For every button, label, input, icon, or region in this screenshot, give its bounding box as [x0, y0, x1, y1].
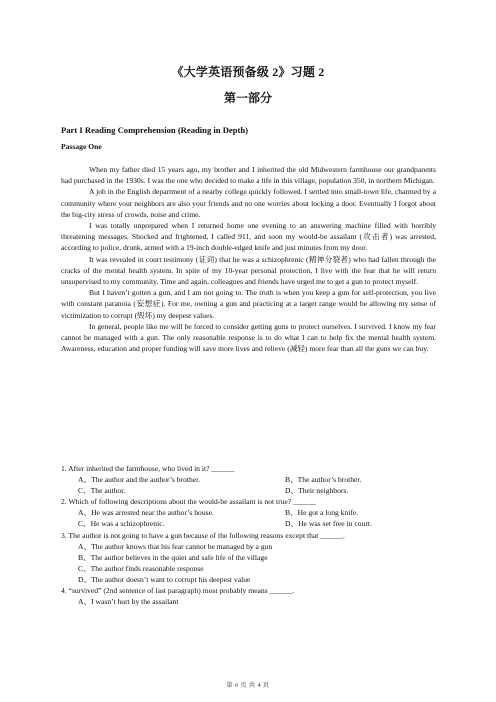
option-a: A、He was arrested near the author’s house. [78, 508, 214, 518]
option-b: B、The author’s brother. [285, 475, 362, 485]
option-d: D、Their neighbors. [285, 486, 349, 496]
option-row [61, 541, 436, 552]
paragraph: It was revealed in court testimony (证词) that he was a schizophrenic (精神分裂者) who had fallen through the cracks of the mental health system. In spite of my 10-year personal protection, I live with the fear that he will return unsupervised to my community. Time and again, colleagues and friends have urged me to get a gun to protect myself. [61, 254, 436, 287]
option-a: A、I wasn’t hurt by the assailant [78, 597, 179, 607]
question-3 [61, 530, 436, 585]
option-row [61, 474, 436, 485]
question-stem: 1. After inherited the farmhouse, who lived in it? ______ [61, 464, 235, 473]
question-stem: 2. Which of following descriptions about the would-be assailant is not true? ______ [61, 497, 316, 507]
option-row [61, 518, 436, 529]
option-d: D、He was set free in court. [285, 519, 372, 529]
option-b: B、He got a long knife. [285, 508, 359, 518]
question-stem: 4. “survived” (2nd sentence of last paragraph) most probably means ______. [61, 586, 295, 596]
option-row [61, 574, 436, 585]
passage-heading: Passage One [61, 142, 102, 151]
option-row [61, 552, 436, 563]
option-a: A、The author knows that his fear cannot be managed by a gun [78, 541, 273, 551]
paragraph: A job in the English department of a nearby college quickly followed. I settled into small-town life, charmed by a community where your neighbors are also your friends and no one worries about locking a door. Eventually I forgot about the big-city stress of crowds, noise and crime. [61, 187, 436, 219]
passage-body [61, 164, 436, 354]
option-c: C、The author. [78, 486, 126, 496]
part-heading: Part I Reading Comprehension (Reading in Depth) [61, 125, 249, 135]
question-list [61, 463, 436, 607]
paragraph: When my father died 15 years ago, my brother and I inherited the old Midwestern farmhouse our grandparents had purchased in the 1930s. I was the one who decided to make a life in this village, population 350, in northern Michigan. [61, 165, 436, 186]
option-b: B、The author believes in the quiet and safe life of the village [78, 552, 268, 562]
option-c: C、The author finds reasonable response [78, 563, 204, 573]
option-a: A、The author and the author’s brother. [78, 475, 201, 485]
option-row [61, 563, 436, 574]
paragraph: I was totally unprepared when I returned home one evening to an answering machine filled with horribly threatening messages. Shocked and frightened, I called 911, and soon my would-be assailant (攻击者) was arrested, according to police, drunk, armed with a 19-inch double-edged knife and just minutes from my door. [61, 221, 436, 253]
question-stem: 3. The author is not going to have a gun because of the following reasons except that ______. [61, 530, 345, 540]
question-4 [61, 585, 436, 607]
option-row [61, 485, 436, 496]
option-c: C、He was a schizophrenic. [78, 519, 165, 529]
option-row [61, 596, 436, 607]
document-subtitle: 第一部分 [223, 91, 272, 105]
paragraph: But I haven’t gotten a gun, and I am not going to. The truth is when you keep a gun for self-protection, you live with constant paranoia (妄想症). For me, owning a gun and practicing at a target range would be allowing my sense of victimization to corrupt (毁坏) my deepest values. [61, 288, 436, 320]
document-title: 《大学英语预备级 2》习题 2 [171, 65, 325, 79]
paragraph: In general, people like me will be forced to consider getting guns to protect ourselves. I survived. I know my fear cannot be managed with a gun. The only reasonable response is to do what I can to help fix the mental health system. Awareness, education and proper funding will save more lives and relieve (减轻) more fear than all the guns we can buy. [61, 321, 436, 354]
question-2 [61, 496, 436, 529]
page-footer: 第 0 页 共 4 页 [226, 683, 270, 689]
option-row [61, 507, 436, 518]
option-d: D、The author doesn’t want to corrupt his deepest value [78, 574, 251, 584]
question-1 [61, 463, 436, 496]
